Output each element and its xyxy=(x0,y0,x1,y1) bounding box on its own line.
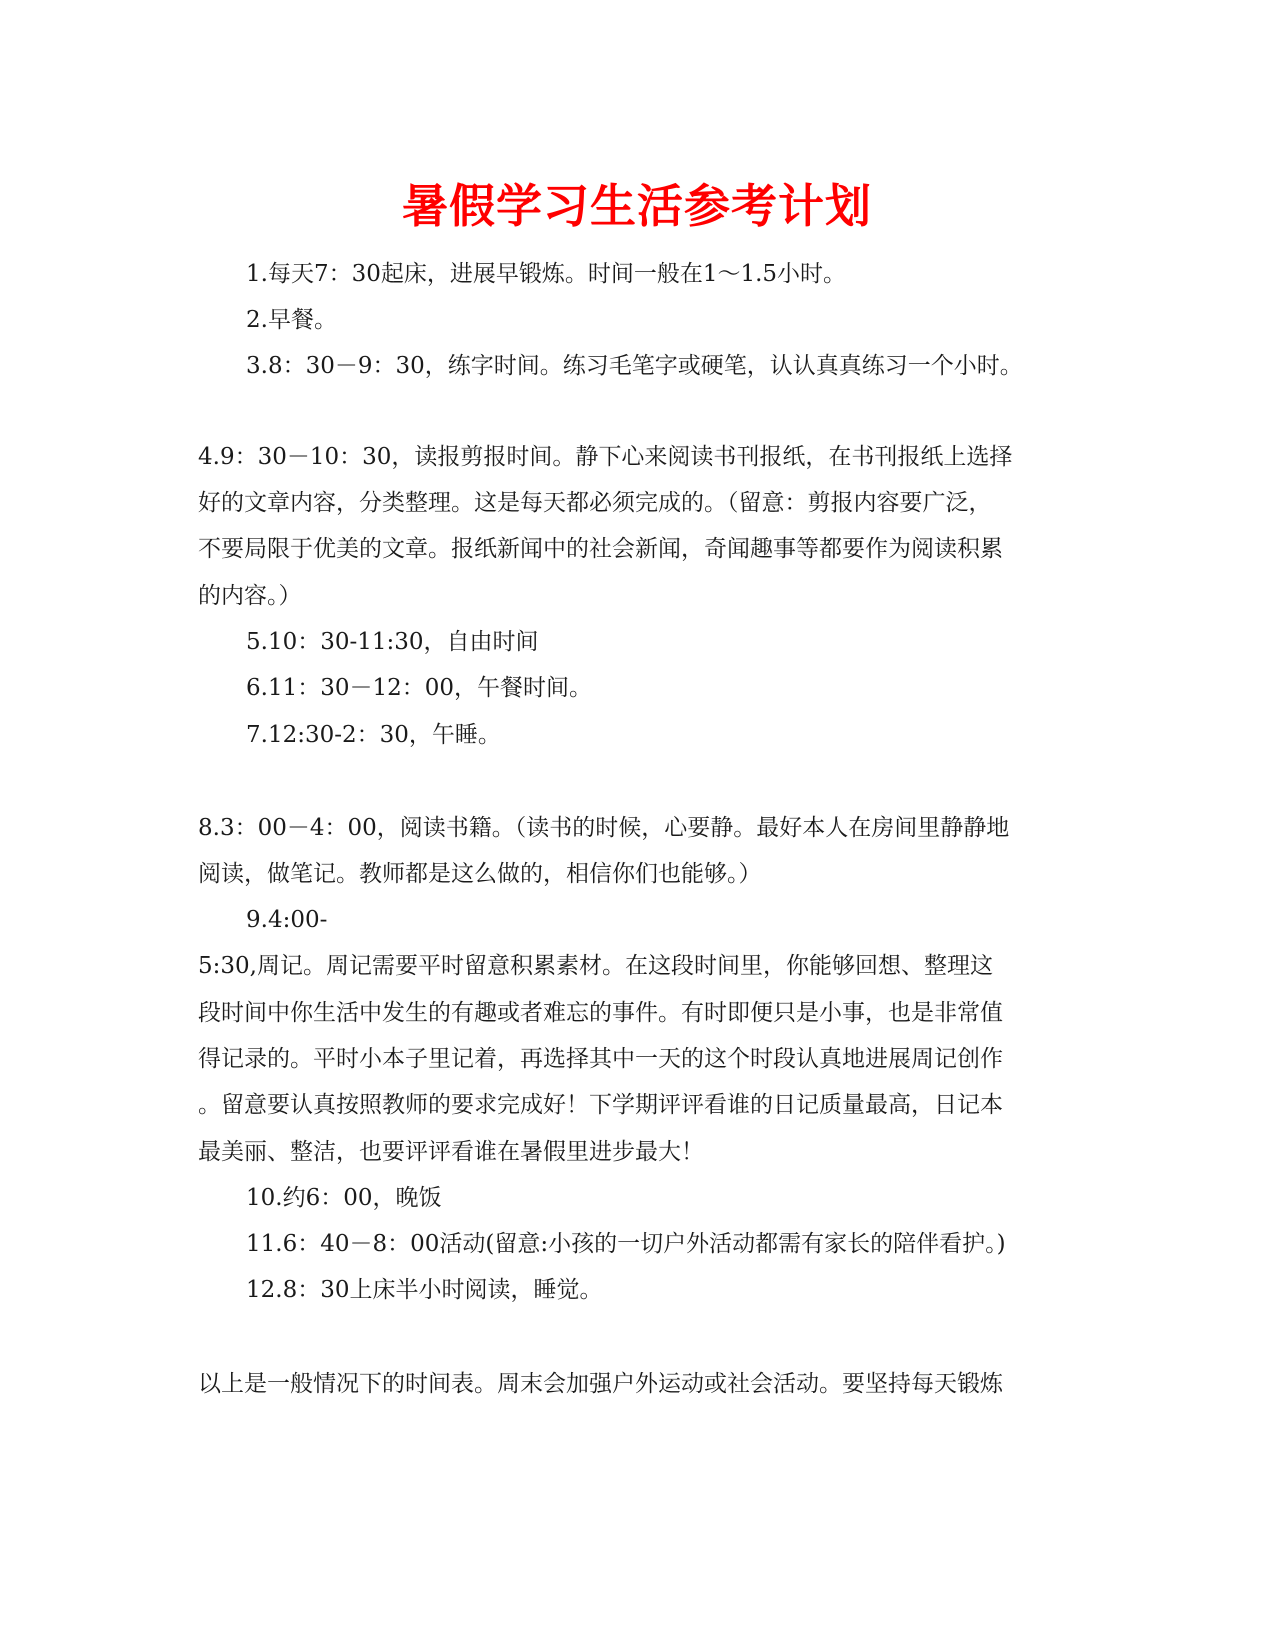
schedule-item-4-line-4: 的内容。） xyxy=(198,583,302,609)
schedule-item-1: 1.每天7：30起床，进展早锻炼。时间一般在1～1.5小时。 xyxy=(246,261,847,287)
schedule-item-9-line-6: 最美丽、整洁，也要评评看谁在暑假里进步最大！ xyxy=(198,1139,704,1165)
schedule-item-4-line-1: 4.9：30－10：30，读报剪报时间。静下心来阅读书刊报纸，在书刊报纸上选择 xyxy=(198,444,1013,470)
schedule-item-9-line-1: 9.4:00- xyxy=(246,907,328,933)
schedule-item-8-line-2: 阅读，做笔记。教师都是这么做的，相信你们也能够。） xyxy=(198,861,762,887)
schedule-item-4-line-2: 好的文章内容，分类整理。这是每天都必须完成的。（留意：剪报内容要广泛， xyxy=(198,490,992,516)
document-title: 暑假学习生活参考计划 xyxy=(402,179,872,233)
summary-paragraph: 以上是一般情况下的时间表。周末会加强户外运动或社会活动。要坚持每天锻炼 xyxy=(198,1371,1003,1397)
schedule-item-8-line-1: 8.3：00－4：00，阅读书籍。（读书的时候，心要静。最好本人在房间里静静地 xyxy=(198,815,1010,841)
schedule-item-9-line-5: 。留意要认真按照教师的要求完成好！下学期评评看谁的日记质量最高，日记本 xyxy=(198,1092,1003,1118)
schedule-item-10: 10.约6：00，晚饭 xyxy=(246,1185,442,1211)
schedule-item-5: 5.10：30-11:30，自由时间 xyxy=(246,629,539,655)
schedule-item-4-line-3: 不要局限于优美的文章。报纸新闻中的社会新闻，奇闻趣事等都要作为阅读积累 xyxy=(198,536,1003,562)
schedule-item-3: 3.8：30－9：30，练字时间。练习毛笔字或硬笔，认认真真练习一个小时。 xyxy=(246,353,1023,379)
schedule-item-6: 6.11：30－12：00，午餐时间。 xyxy=(246,675,593,701)
schedule-item-9-line-2: 5:30,周记。周记需要平时留意积累素材。在这段时间里，你能够回想、整理这 xyxy=(198,953,993,979)
schedule-item-11: 11.6：40－8：00活动(留意:小孩的一切户外活动都需有家长的陪伴看护。) xyxy=(246,1231,1006,1257)
schedule-item-7: 7.12:30-2：30，午睡。 xyxy=(246,722,501,748)
schedule-item-12: 12.8：30上床半小时阅读，睡觉。 xyxy=(246,1277,603,1303)
schedule-item-9-line-4: 得记录的。平时小本子里记着，再选择其中一天的这个时段认真地进展周记创作 xyxy=(198,1046,1003,1072)
schedule-item-9-line-3: 段时间中你生活中发生的有趣或者难忘的事件。有时即便只是小事，也是非常值 xyxy=(198,1000,1003,1026)
schedule-item-2: 2.早餐。 xyxy=(246,307,337,333)
